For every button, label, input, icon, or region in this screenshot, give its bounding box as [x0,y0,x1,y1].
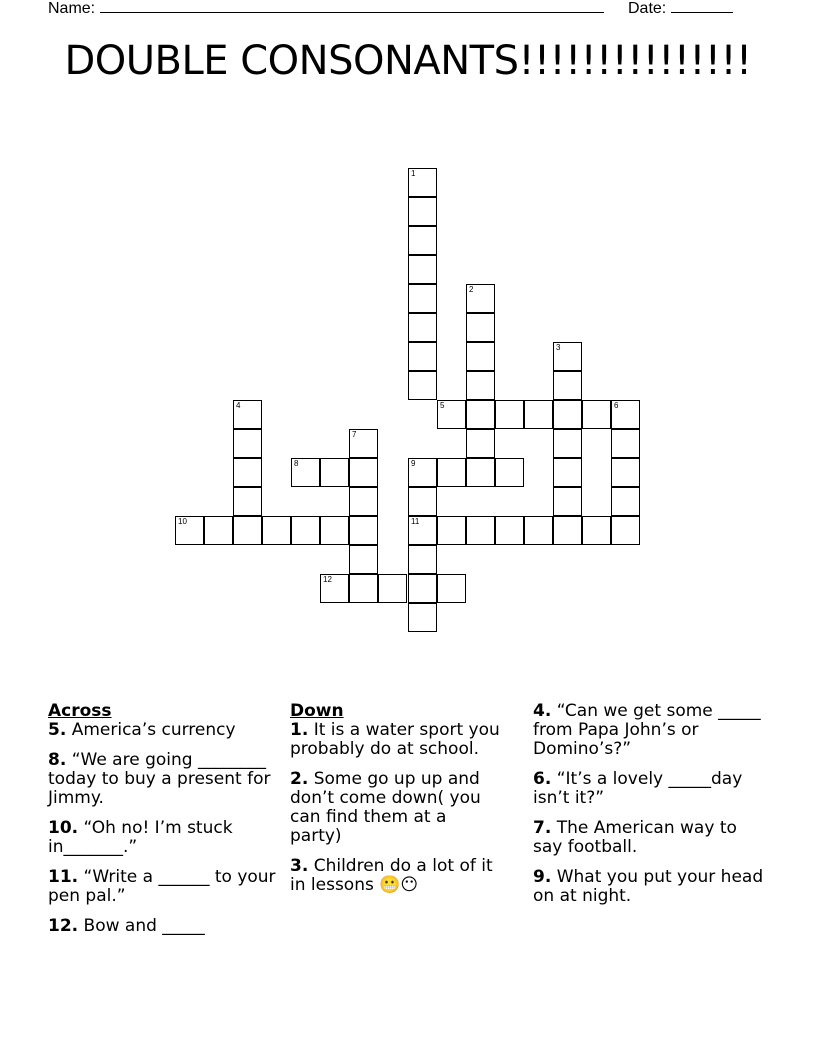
grid-cell[interactable] [408,168,437,197]
grid-cell[interactable] [408,574,437,603]
clue-number: 5. [48,720,67,740]
grid-cell[interactable] [408,545,437,574]
grid-cell[interactable] [408,371,437,400]
clue-text: “We are going ________ today to buy a present for Jimmy. [48,750,271,808]
grid-cell[interactable] [408,255,437,284]
grid-cell[interactable] [408,313,437,342]
clue-across-11 [48,868,280,906]
grid-cell[interactable] [408,284,437,313]
clue-text: Some go up up and don’t come down( you can find them at a party) [290,769,481,846]
clue-down-6 [533,770,765,808]
grid-cell[interactable] [553,400,582,429]
clue-number: 4. [533,701,552,721]
clue-text: Children do a lot of it in lessons 😬😶 [290,856,493,895]
clue-text: What you put your head on at night. [533,867,764,906]
grid-cell[interactable] [466,313,495,342]
grid-cell[interactable] [262,516,291,545]
grid-cell[interactable] [408,603,437,632]
grid-cell[interactable] [204,516,233,545]
cell-number: 3 [556,343,561,352]
grid-cell[interactable] [437,400,466,429]
clue-down-7 [533,819,765,857]
grid-cell[interactable] [553,371,582,400]
grid-cell[interactable] [408,487,437,516]
grid-cell[interactable] [175,516,204,545]
clue-down-3 [290,857,502,895]
date-field[interactable] [628,0,733,18]
clue-across-10 [48,819,280,857]
grid-cell[interactable] [524,400,553,429]
clue-text: Bow and _____ [83,916,205,936]
grid-cell[interactable] [553,458,582,487]
clue-across-5 [48,721,280,740]
grid-cell[interactable] [495,400,524,429]
clue-number: 11. [48,867,79,887]
clue-text: “Write a ______ to your pen pal.” [48,867,276,906]
cell-number: 11 [411,517,420,526]
grid-cell[interactable] [437,516,466,545]
clue-number: 7. [533,818,552,838]
cell-number: 12 [323,575,332,584]
grid-cell[interactable] [553,516,582,545]
grid-cell[interactable] [611,429,640,458]
grid-cell[interactable] [349,516,378,545]
grid-cell[interactable] [408,342,437,371]
grid-cell[interactable] [553,342,582,371]
cell-number: 7 [352,430,357,439]
grid-cell[interactable] [408,197,437,226]
across-clues [48,702,280,947]
name-blank[interactable] [100,0,604,13]
grid-cell[interactable] [495,458,524,487]
grid-cell[interactable] [291,458,320,487]
grid-cell[interactable] [233,487,262,516]
grid-cell[interactable] [466,284,495,313]
cell-number: 2 [469,285,474,294]
grid-cell[interactable] [495,516,524,545]
grid-cell[interactable] [233,516,262,545]
clue-text: “It’s a lovely _____day isn’t it?” [533,769,743,808]
clue-number: 9. [533,867,552,887]
clue-text: “Oh no! I’m stuck in_______.” [48,818,233,857]
grid-cell[interactable] [466,400,495,429]
across-heading: Across [48,701,112,721]
grid-cell[interactable] [466,458,495,487]
clue-number: 12. [48,916,79,936]
name-field[interactable] [48,0,604,18]
down-heading: Down [290,701,344,721]
grid-cell[interactable] [582,400,611,429]
grid-cell[interactable] [349,487,378,516]
date-label: Date: [628,0,667,17]
grid-cell[interactable] [611,487,640,516]
grid-cell[interactable] [233,458,262,487]
clue-down-9 [533,868,765,906]
clue-number: 1. [290,720,309,740]
clue-number: 2. [290,769,309,789]
name-label: Name: [48,0,96,17]
grid-cell[interactable] [349,458,378,487]
down-clues [290,702,502,906]
grid-cell[interactable] [408,516,437,545]
cell-number: 4 [236,401,241,410]
cell-number: 5 [440,401,445,410]
clue-number: 10. [48,818,79,838]
down-clues-continued [533,702,765,917]
clue-across-8 [48,751,280,808]
page-title: DOUBLE CONSONANTS!!!!!!!!!!!!!!! [64,38,752,84]
grid-cell[interactable] [408,458,437,487]
cell-number: 9 [411,459,416,468]
clue-down-1 [290,721,502,759]
grid-cell[interactable] [611,458,640,487]
clue-text: The American way to say football. [533,818,737,857]
grid-cell[interactable] [408,226,437,255]
grid-cell[interactable] [320,516,349,545]
clue-text: America’s currency [71,720,236,740]
grid-cell[interactable] [291,516,320,545]
grid-cell[interactable] [320,574,349,603]
grid-cell[interactable] [349,545,378,574]
grid-cell[interactable] [466,371,495,400]
grid-cell[interactable] [349,574,378,603]
clue-text: It is a water sport you probably do at school. [290,720,500,759]
grid-cell[interactable] [349,429,378,458]
cell-number: 6 [614,401,619,410]
grid-cell[interactable] [553,429,582,458]
grid-cell[interactable] [320,458,349,487]
grid-cell[interactable] [437,574,466,603]
cell-number: 10 [178,517,187,526]
clue-text: “Can we get some _____ from Papa John’s or Domino’s?” [533,701,761,759]
grid-cell[interactable] [233,429,262,458]
cell-number: 8 [294,459,299,468]
grid-cell[interactable] [524,516,553,545]
grid-cell[interactable] [611,516,640,545]
grid-cell[interactable] [378,574,407,603]
clue-down-4 [533,702,765,759]
grid-cell[interactable] [582,516,611,545]
grid-cell[interactable] [466,342,495,371]
grid-cell[interactable] [466,429,495,458]
date-blank[interactable] [671,0,733,13]
clue-number: 6. [533,769,552,789]
grid-cell[interactable] [437,458,466,487]
cell-number: 1 [411,169,416,178]
clue-number: 8. [48,750,67,770]
grid-cell[interactable] [233,400,262,429]
grid-cell[interactable] [553,487,582,516]
grid-cell[interactable] [466,516,495,545]
grid-cell[interactable] [611,400,640,429]
clue-down-2 [290,770,502,846]
clue-number: 3. [290,856,309,876]
clue-across-12 [48,917,280,936]
